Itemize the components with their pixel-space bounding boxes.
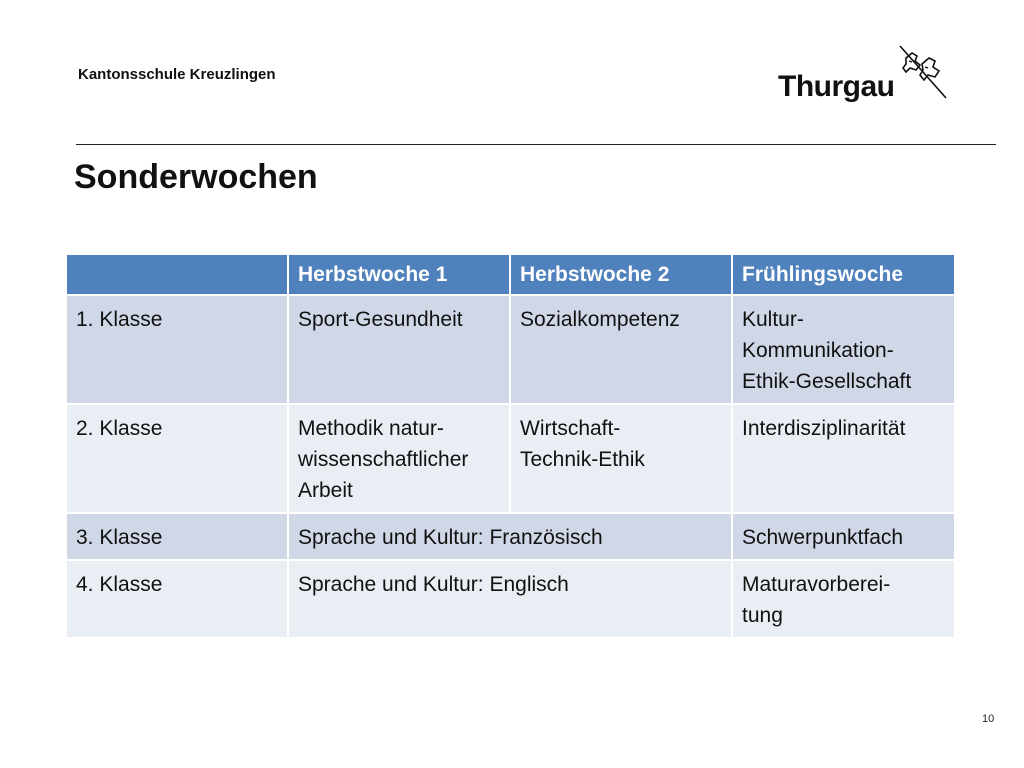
table-cell: Sport-Gesundheit (288, 295, 510, 404)
column-header: Frühlingswoche (732, 254, 955, 295)
table-cell: Methodik natur- wissenschaftlicher Arbeit (288, 404, 510, 513)
thurgau-logo (778, 44, 948, 114)
table-cell: Interdisziplinarität (732, 404, 955, 513)
page-number: 10 (982, 713, 995, 725)
table-cell: 2. Klasse (66, 404, 288, 513)
table-row (66, 404, 955, 513)
slide-title: Sonderwochen (74, 158, 318, 196)
table-row (66, 560, 955, 638)
table-row (66, 513, 955, 560)
sonderwochen-table (65, 253, 956, 639)
table-cell: 3. Klasse (66, 513, 288, 560)
table-cell-merged: Sprache und Kultur: Französisch (288, 513, 732, 560)
table-header-row (66, 254, 955, 295)
table-cell: Maturavorberei- tung (732, 560, 955, 638)
table-cell: Wirtschaft- Technik-Ethik (510, 404, 732, 513)
thurgau-lions-icon (896, 44, 948, 100)
table-cell: Schwerpunktfach (732, 513, 955, 560)
table-cell: Sozialkompetenz (510, 295, 732, 404)
column-header: Herbstwoche 1 (288, 254, 510, 295)
table-cell: 1. Klasse (66, 295, 288, 404)
table-cell: Kultur- Kommunikation- Ethik-Gesellschaft (732, 295, 955, 404)
column-header (66, 254, 288, 295)
school-name: Kantonsschule Kreuzlingen (78, 66, 276, 83)
column-header: Herbstwoche 2 (510, 254, 732, 295)
logo-wordmark: Thurgau (778, 70, 895, 103)
table-cell-merged: Sprache und Kultur: Englisch (288, 560, 732, 638)
table-cell: 4. Klasse (66, 560, 288, 638)
table-row (66, 295, 955, 404)
header-divider (76, 144, 996, 145)
